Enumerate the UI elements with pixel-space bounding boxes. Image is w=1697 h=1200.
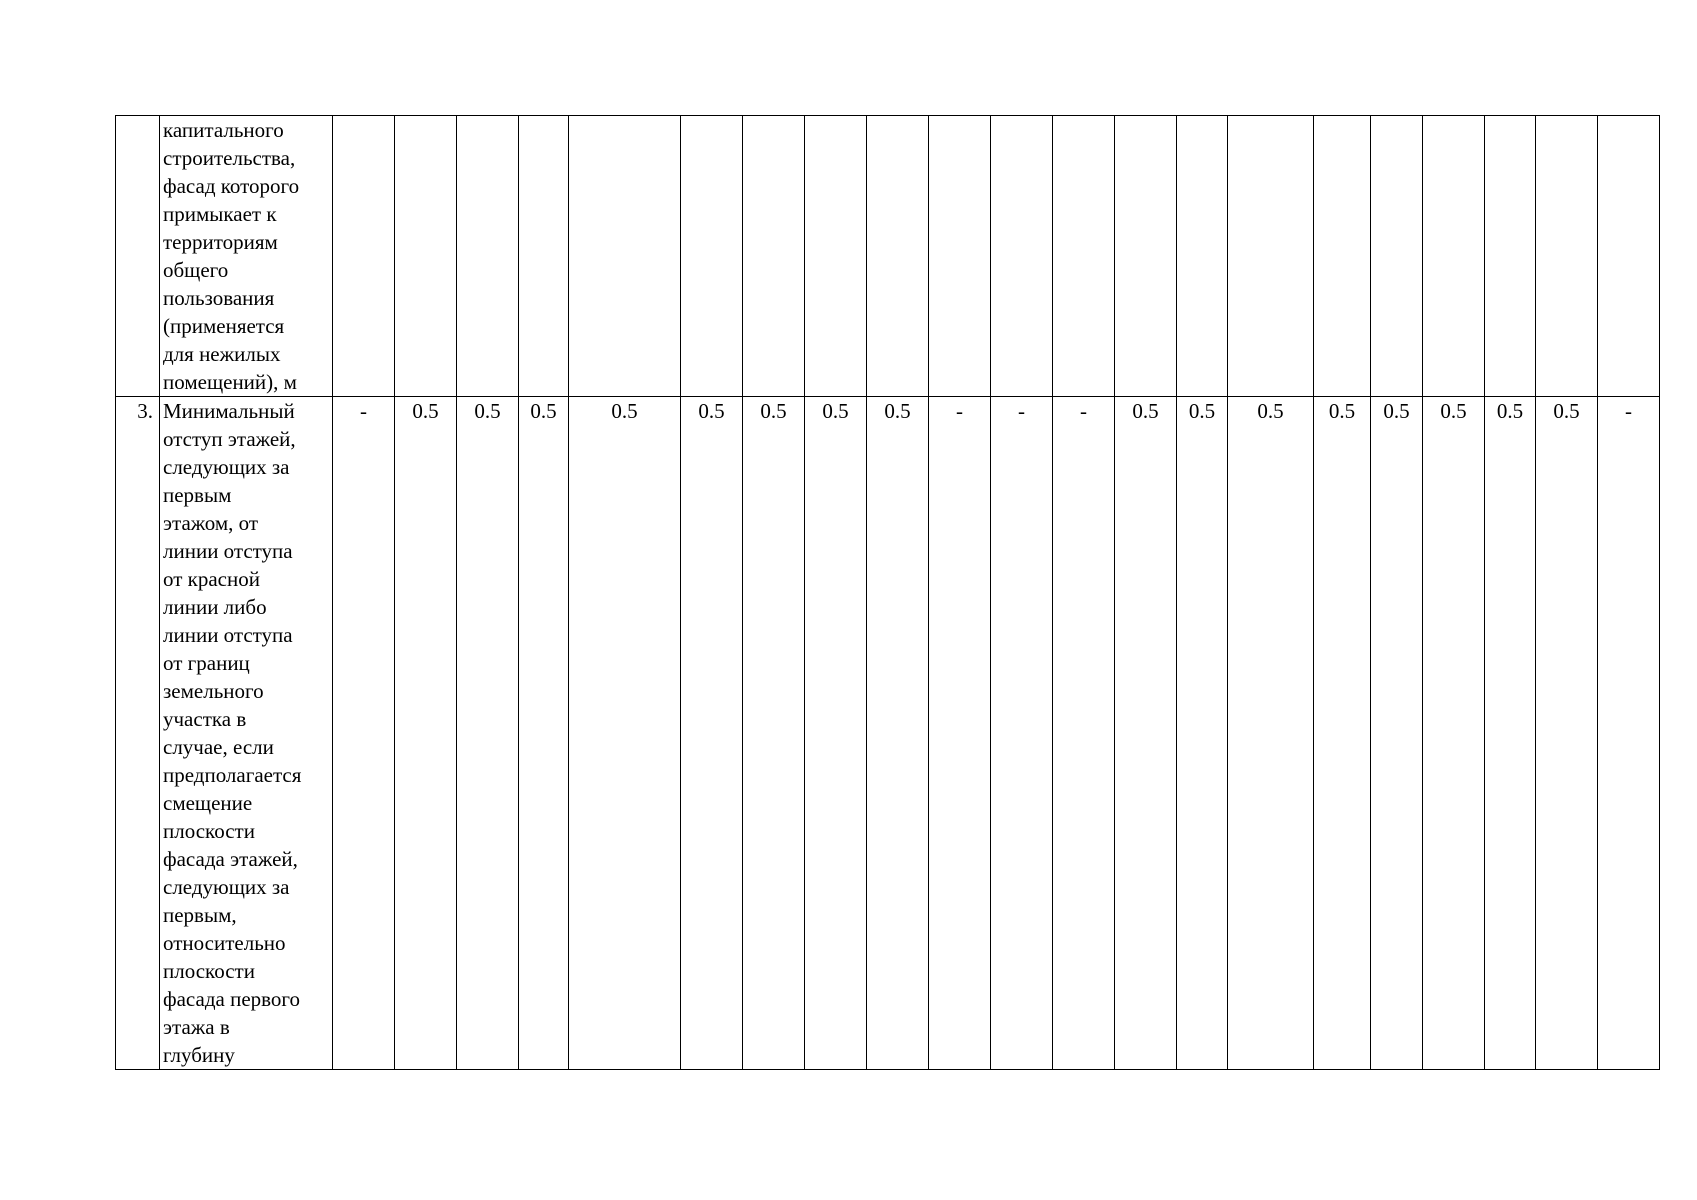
description-line: от красной — [163, 567, 260, 591]
description-line: линии отступа — [163, 539, 293, 563]
description-line: следующих за — [163, 875, 290, 899]
value-cell — [1115, 116, 1177, 397]
value-cell — [1177, 116, 1228, 397]
value-cell — [457, 116, 519, 397]
value-cell — [805, 116, 867, 397]
value-cell — [991, 116, 1053, 397]
value-cell — [743, 116, 805, 397]
description-line: от границ — [163, 651, 250, 675]
value-cell — [1053, 116, 1115, 397]
description-line: пользования — [163, 286, 275, 310]
value-cell — [1598, 116, 1660, 397]
value-cell: 0.5 — [1536, 397, 1598, 1070]
description-line: первым — [163, 483, 232, 507]
description-line: плоскости — [163, 959, 255, 983]
description-line: Минимальный — [163, 399, 295, 423]
value-cell — [1423, 116, 1485, 397]
description-line: этажом, от — [163, 511, 259, 535]
value-cell: - — [333, 397, 395, 1070]
value-cell: 0.5 — [805, 397, 867, 1070]
value-cell: 0.5 — [1371, 397, 1423, 1070]
value-cell — [1371, 116, 1423, 397]
regulations-table — [115, 115, 1660, 1070]
value-cell: 0.5 — [743, 397, 805, 1070]
row-description-cell — [160, 116, 333, 397]
value-cell: - — [1598, 397, 1660, 1070]
value-cell: - — [991, 397, 1053, 1070]
value-cell: 0.5 — [1177, 397, 1228, 1070]
description-line: плоскости — [163, 819, 255, 843]
description-line: этажа в — [163, 1015, 230, 1039]
description-line: отступ этажей, — [163, 427, 296, 451]
value-cell — [1228, 116, 1314, 397]
description-line: строительства, — [163, 146, 296, 170]
value-cell — [569, 116, 681, 397]
description-line: для нежилых — [163, 342, 281, 366]
description-line: фасад которого — [163, 174, 300, 198]
value-cell — [929, 116, 991, 397]
value-cell: - — [1053, 397, 1115, 1070]
value-cell — [867, 116, 929, 397]
table-row — [116, 397, 1660, 1070]
description-line: смещение — [163, 791, 253, 815]
value-cell — [681, 116, 743, 397]
description-line: следующих за — [163, 455, 290, 479]
description-line: фасада этажей, — [163, 847, 298, 871]
description-line: случае, если — [163, 735, 274, 759]
row-number-cell — [116, 116, 160, 397]
description-line: линии отступа — [163, 623, 293, 647]
value-cell: 0.5 — [681, 397, 743, 1070]
description-line: глубину — [163, 1043, 235, 1067]
value-cell: - — [929, 397, 991, 1070]
description-line: помещений), м — [163, 370, 297, 394]
value-cell — [395, 116, 457, 397]
description-line: предполагается — [163, 763, 302, 787]
description-line: земельного — [163, 679, 264, 703]
table-row — [116, 116, 1660, 397]
value-cell — [1485, 116, 1536, 397]
value-cell — [519, 116, 569, 397]
table-body — [116, 116, 1660, 1070]
description-line: линии либо — [163, 595, 267, 619]
value-cell: 0.5 — [1423, 397, 1485, 1070]
row-description-cell — [160, 397, 333, 1070]
value-cell: 0.5 — [1314, 397, 1371, 1070]
value-cell — [1314, 116, 1371, 397]
description-line: (применяется — [163, 314, 285, 338]
value-cell: 0.5 — [1115, 397, 1177, 1070]
value-cell: 0.5 — [457, 397, 519, 1070]
value-cell: 0.5 — [395, 397, 457, 1070]
value-cell: 0.5 — [1228, 397, 1314, 1070]
value-cell: 0.5 — [1485, 397, 1536, 1070]
description-line: участка в — [163, 707, 247, 731]
description-line: первым, — [163, 903, 237, 927]
value-cell: 0.5 — [569, 397, 681, 1070]
value-cell: 0.5 — [867, 397, 929, 1070]
description-line: фасада первого — [163, 987, 301, 1011]
value-cell — [1536, 116, 1598, 397]
description-line: относительно — [163, 931, 286, 955]
description-line: капитального — [163, 118, 284, 142]
value-cell — [333, 116, 395, 397]
description-line: примыкает к — [163, 202, 277, 226]
description-line: территориям — [163, 230, 278, 254]
value-cell: 0.5 — [519, 397, 569, 1070]
description-line: общего — [163, 258, 229, 282]
row-number-cell: 3. — [116, 397, 160, 1070]
